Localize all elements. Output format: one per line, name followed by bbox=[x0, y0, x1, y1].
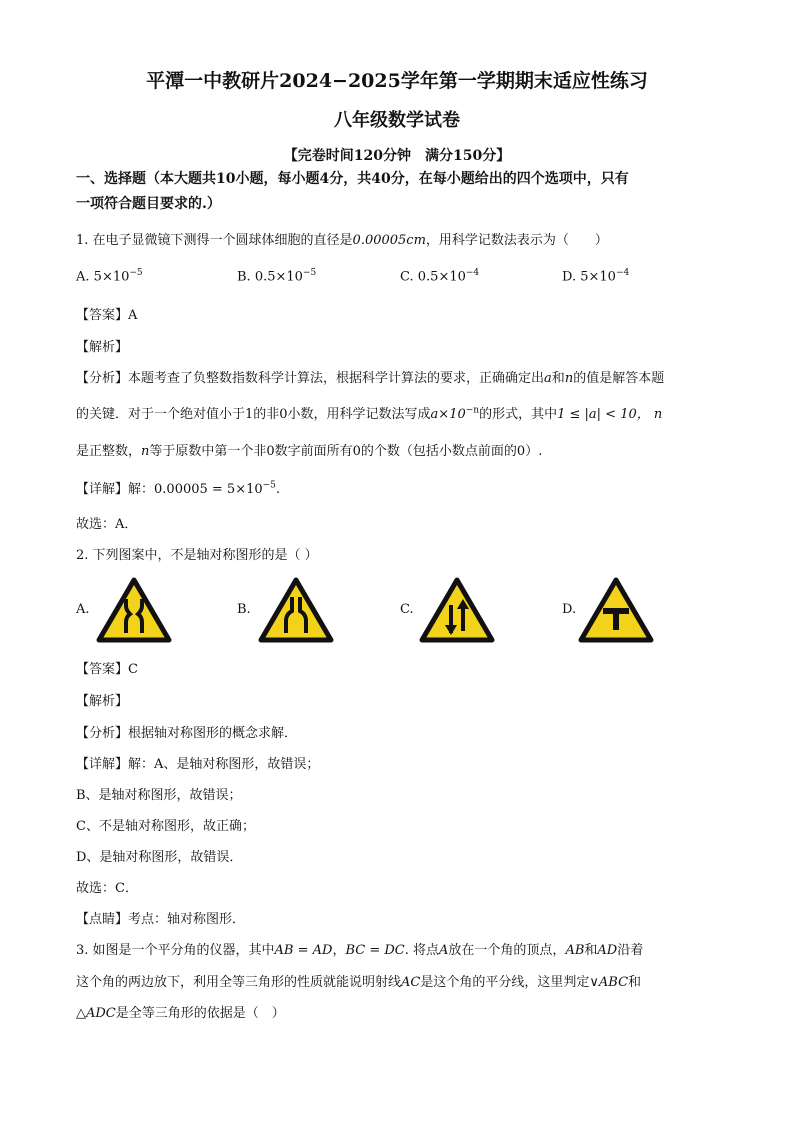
q2-option-b-label: B. bbox=[237, 602, 251, 617]
q2-option-d-label: D. bbox=[562, 602, 577, 617]
two-way-traffic-sign-icon bbox=[419, 577, 495, 643]
q2-fenxi: 【分析】根据轴对称图形的概念求解． bbox=[76, 726, 298, 741]
exam-subtitle: 八年级数学试卷 bbox=[334, 110, 460, 131]
section-heading-line1: 一、选择题（本大题共10小题，每小题4分，共40分，在每小题给出的四个选项中，只有 bbox=[76, 171, 629, 187]
q2-dianjing: 【点睛】考点：轴对称图形． bbox=[76, 912, 246, 927]
exam-title: 平潭一中教研片2024−2025学年第一学期期末适应性练习 bbox=[146, 70, 648, 92]
q2-detail-c: C、不是轴对称图形，故正确； bbox=[76, 819, 255, 834]
q1-value: 0.00005cm bbox=[352, 233, 426, 248]
q1-fenxi-line1: 【分析】本题考查了负整数指数科学计算法，根据科学计算法的要求，正确确定出a和n的值是解答本题 bbox=[76, 371, 665, 386]
q1-fenxi-line3: 是正整数，n等于原数中第一个非0数字前面所有0的个数（包括小数点前面的0）. bbox=[76, 444, 543, 459]
q1-analysis-tag: 【解析】 bbox=[76, 340, 129, 355]
q2-detail-b: B、是轴对称图形，故错误； bbox=[76, 788, 242, 803]
q1-choose: 故选：A． bbox=[76, 517, 138, 532]
q1-option-a: A. $5\times 10^{-5}$ bbox=[76, 268, 143, 285]
q2-analysis-tag: 【解析】 bbox=[76, 694, 129, 709]
section-heading-line2: 一项符合题目要求的.） bbox=[76, 196, 221, 212]
q1-option-b: B. $0.5\times 10^{-5}$ bbox=[237, 268, 317, 285]
q2-option-a-label: A. bbox=[76, 602, 90, 617]
q2-detail-a: 【详解】解：A、是轴对称图形，故错误； bbox=[76, 757, 320, 772]
q1-answer: 【答案】A bbox=[76, 308, 138, 323]
q2-stem: 2. 下列图案中，不是轴对称图形的是（ ） bbox=[76, 548, 318, 563]
q2-detail-d: D、是轴对称图形，故错误． bbox=[76, 850, 243, 865]
q3-line3: △ADC是全等三角形的依据是（ ） bbox=[76, 1006, 285, 1021]
road-narrows-both-sides-sign-icon bbox=[96, 577, 172, 643]
q2-choose: 故选：C． bbox=[76, 881, 138, 896]
q1-detail: 【详解】解：$0.00005 = 5\times 10^{-5}$. bbox=[76, 480, 281, 497]
q3-line2: 这个角的两边放下，利用全等三角形的性质就能说明射线AC是这个角的平分线，这里判定∨ABC和 bbox=[76, 975, 642, 990]
q2-answer: 【答案】C bbox=[76, 662, 138, 677]
q1-option-c: C. $0.5\times 10^{-4}$ bbox=[400, 268, 480, 285]
q3-line1: 3. 如图是一个平分角的仪器，其中AB = AD，BC = DC. 将点A放在一个角的顶点，AB和AD沿着 bbox=[76, 943, 644, 958]
q2-option-c-label: C. bbox=[400, 602, 414, 617]
road-narrows-sign-icon bbox=[258, 577, 334, 643]
q1-stem: 1. 在电子显微镜下测得一个圆球体细胞的直径是0.00005cm，用科学记数法表示为（ ） bbox=[76, 233, 608, 248]
t-junction-sign-icon bbox=[578, 577, 654, 643]
time-info: 【完卷时间120分钟 满分150分】 bbox=[283, 148, 511, 164]
q1-fenxi-line2: 的关键．对于一个绝对值小于1的非0小数，用科学记数法写成$a\times 10^{-n}$的形式，其中1 ≤ |a| < 10， n bbox=[76, 405, 663, 422]
q1-option-d: D. $5\times 10^{-4}$ bbox=[562, 268, 630, 285]
